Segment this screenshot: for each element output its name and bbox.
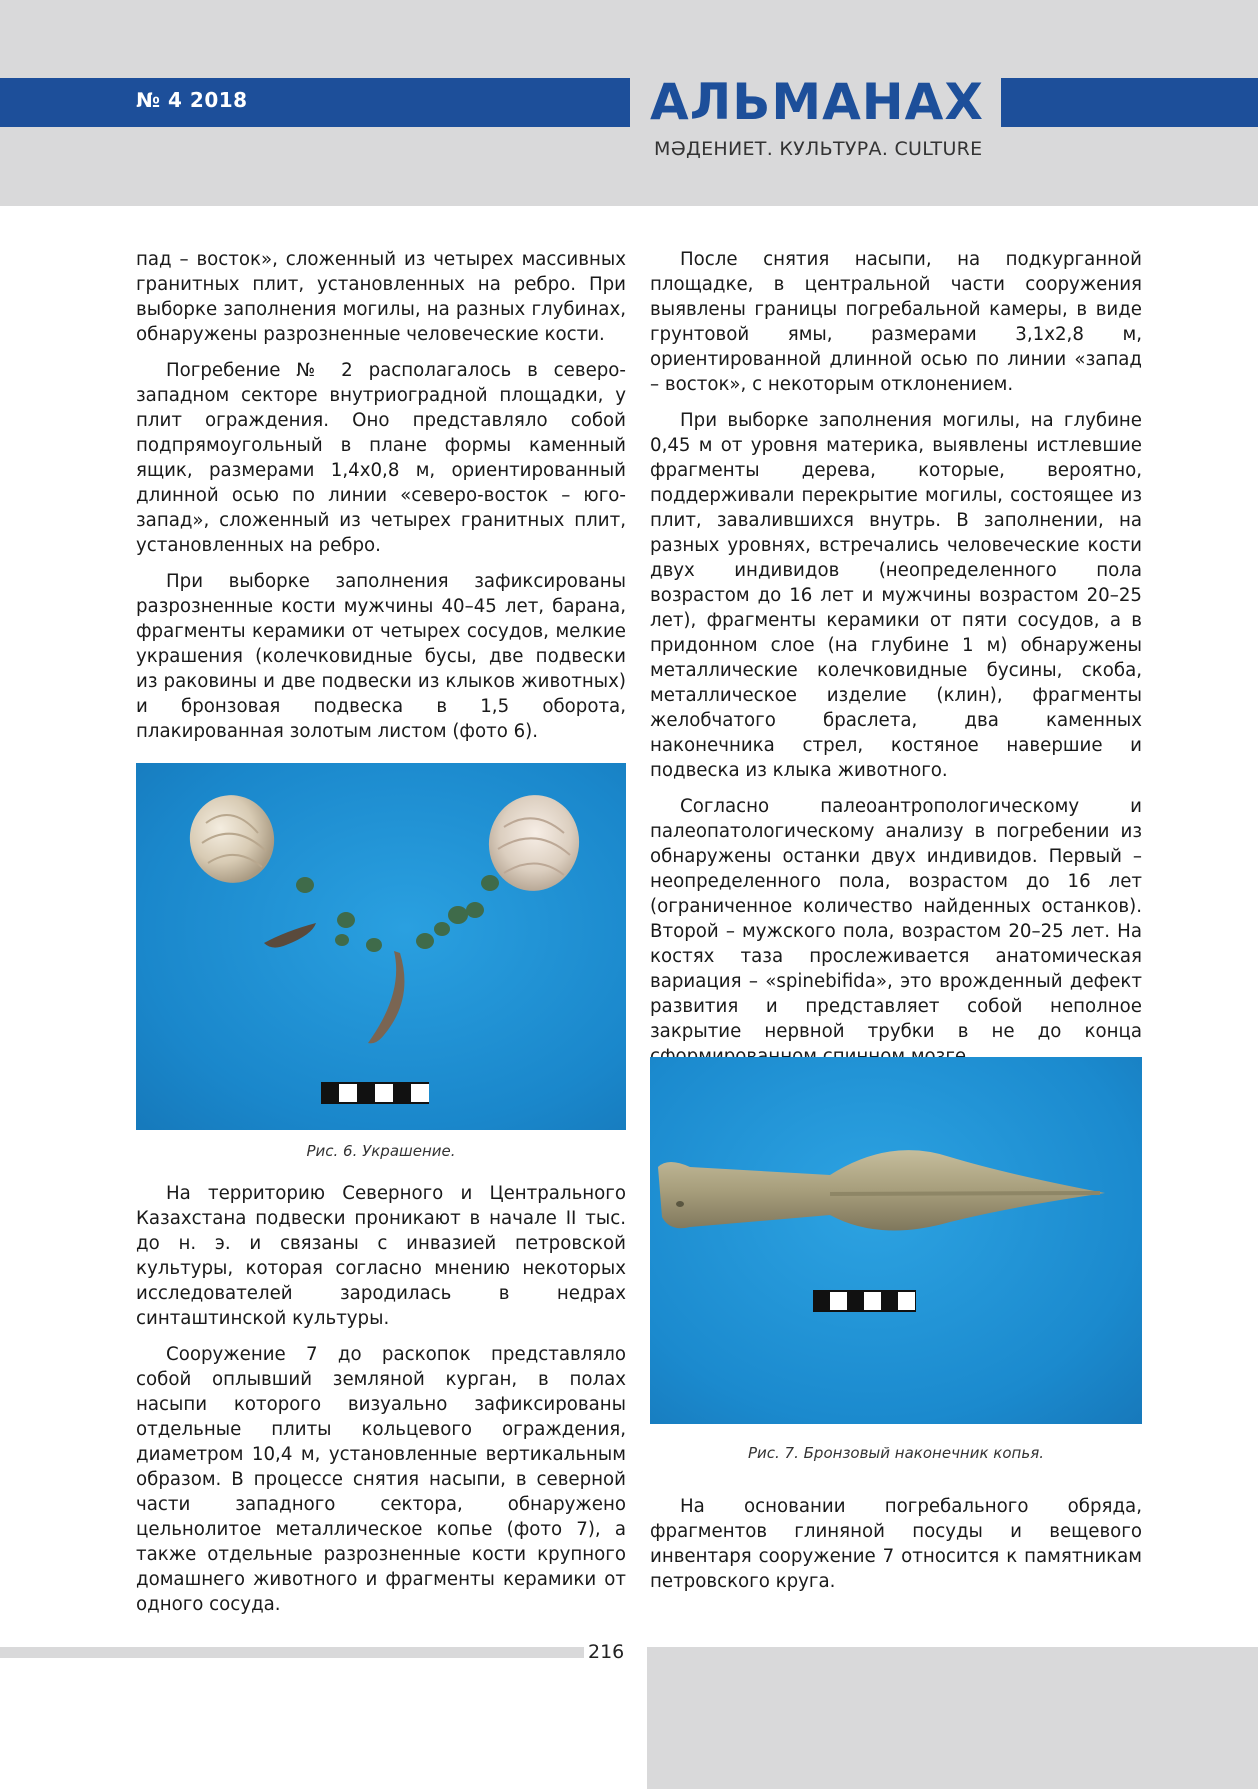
figure-7-spearhead-photo xyxy=(650,1057,1142,1424)
journal-subtitle: МӘДЕНИЕТ. КУЛЬТУРА. CULTURE xyxy=(654,138,983,160)
paragraph: Согласно палеоантропологическому и палеопатологическому анализу в погребении из обнаружены останки двух индивидов. Первый – неопределенного пола, возрастом до 16 лет (ограниченное количество найденных останков). Второй – мужского пола, возрастом 20–25 лет. На костях таза прослеживается анатомическая вариация – «spinebifida», это врожденный дефект развития и представляет собой неполное закрытие нервной трубки в не до конца xyxy=(650,796,1142,1042)
paragraph: Погребение № 2 располагалось в северо-западном секторе внутриоградной площадки, у плит ограждения. Оно представляло собой подпрямоугольный в плане формы каменный ящик, размерами 1,4х0,8 м, ориентированный длинной осью по линии «северо-восток – юго-запад», сложенный из четырех гранитных плит, установленных на ребро. xyxy=(136,360,626,556)
paragraph: Сооружение 7 до раскопок представляло собой оплывший земляной курган, в полах насыпи которого визуально зафиксированы отдельные плиты кольцевого ограждения, диаметром 10,4 м, установленные вертикальным образом. В процессе снятия насыпи, в северной части западного сектора, обнаружено цельнолитое металлическое копье (фото 7), а также отдельные разрозненные кости крупного домашнего животного и фрагменты керамики от одного сосуда. xyxy=(136,1344,626,1615)
tusk-pendant-large xyxy=(368,951,404,1043)
scale-bar xyxy=(321,1082,429,1104)
issue-number: № 4 2018 xyxy=(136,88,248,112)
left-column-top xyxy=(136,247,626,755)
spearhead-illustration xyxy=(650,1057,1142,1424)
header-bar-left xyxy=(0,78,630,127)
page-number: 216 xyxy=(588,1641,625,1663)
figure-6-caption: Рис. 6. Украшение. xyxy=(306,1142,456,1160)
footer-block xyxy=(647,1647,1258,1789)
paragraph: При выборке заполнения зафиксированы разрозненные кости мужчины 40–45 лет, барана, фрагменты керамики от четырех сосудов, мелкие украшения (колечковидные бусы, две подвески из раковины и две подвески из клыков животных) и бронзовая подвеска в 1,5 оборота, плакированная золотым листом (фото 6). xyxy=(136,571,626,742)
scale-bar xyxy=(813,1290,916,1312)
paragraph: После снятия насыпи, на подкурганной площадке, в центральной части сооружения выявлены границы погребальной камеры, в виде грунтовой ямы, размерами 3,1х2,8 м, ориентированной длинной осью по линии «запад – восток», с некоторым отклонением. xyxy=(650,249,1142,395)
figure-6-ornaments-photo xyxy=(136,763,626,1130)
header-bar-right xyxy=(1001,78,1258,127)
footer-line xyxy=(0,1647,584,1658)
ornaments-illustration xyxy=(136,763,626,1130)
paragraph: На территорию Северного и Центрального Казахстана подвески проникают в начале II тыс. до н. э. и связаны с инвазией петровской культуры, которая согласно мнению некоторых исследователей зародилась в недрах синташтинской культуры. xyxy=(136,1183,626,1329)
figure-7-caption: Рис. 7. Бронзовый наконечник копья. xyxy=(747,1444,1044,1462)
right-column-top xyxy=(650,247,1142,1080)
paragraph: На основании погребального обряда, фрагментов глиняной посуды и вещевого инвентаря сооружение 7 относится к памятникам петровского круга. xyxy=(650,1496,1142,1592)
ring-beads xyxy=(296,875,499,952)
bronze-spearhead xyxy=(658,1150,1105,1230)
paragraph: При выборке заполнения могилы, на глубине 0,45 м от уровня материка, выявлены истлевшие фрагменты дерева, которые, вероятно, поддерживали перекрытие могилы, состоящее из плит, завалившихся внутрь. В заполнении, на разных уровнях, встречались человеческие кости двух индивидов (неопределенного пола возрастом до 16 лет и мужчины возрастом 20–25 лет), фрагменты керамики от пяти сосудов, а в придонном слое (на глубине 1 м) обнаружены металлические колечковидные бусины, скоба, металлическое изделие (клин), фрагменты желобчатого браслета, два каменных наконечника стрел, костяное навершие и подвеска из клыка животного. xyxy=(650,410,1142,781)
journal-title: АЛЬМАНАХ xyxy=(650,73,984,131)
right-column-bottom xyxy=(650,1494,1142,1605)
shell-pendant-left xyxy=(180,786,284,893)
left-column-bottom xyxy=(136,1181,626,1628)
paragraph: пад – восток», сложенный из четырех массивных гранитных плит, установленных на ребро. При выборке заполнения могилы, на разных глубинах, обнаружены разрозненные человеческие кости. xyxy=(136,249,626,345)
tusk-pendant-small xyxy=(264,923,316,948)
